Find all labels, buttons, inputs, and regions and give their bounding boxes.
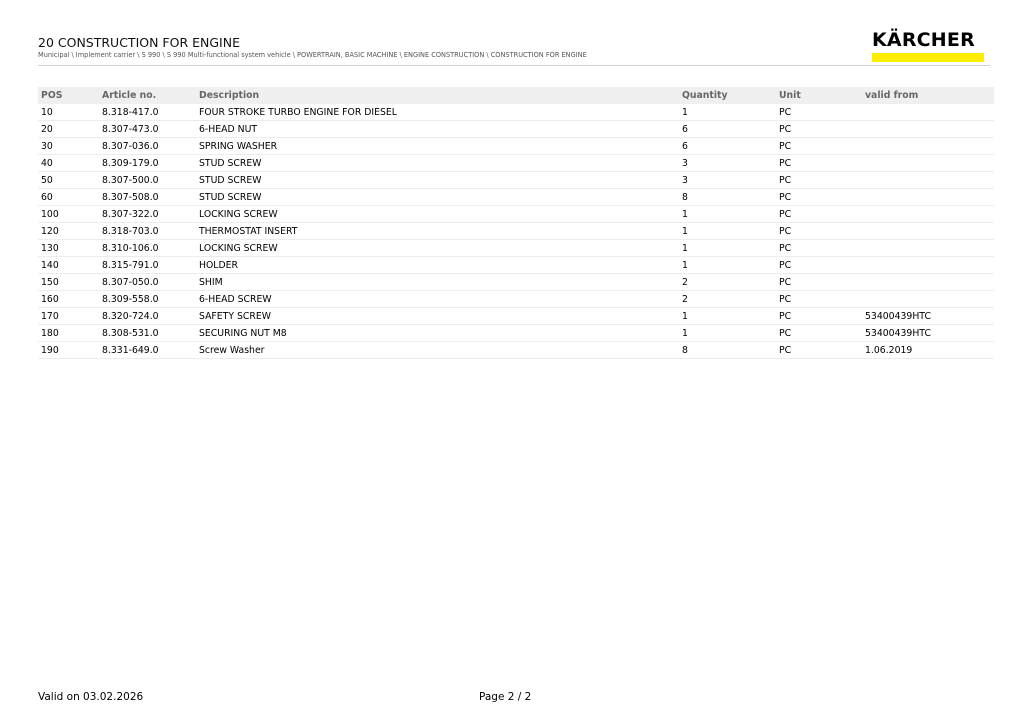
column-header-pos: POS — [38, 87, 99, 104]
cell-valid-from — [862, 206, 994, 223]
cell-pos: 10 — [38, 104, 99, 121]
table-row — [38, 223, 994, 240]
cell-quantity: 1 — [679, 206, 776, 223]
cell-quantity: 1 — [679, 240, 776, 257]
cell-valid-from — [862, 104, 994, 121]
cell-pos: 40 — [38, 155, 99, 172]
cell-quantity: 6 — [679, 121, 776, 138]
cell-valid-from — [862, 223, 994, 240]
cell-pos: 190 — [38, 342, 99, 359]
cell-quantity: 3 — [679, 172, 776, 189]
cell-unit: PC — [776, 138, 862, 155]
cell-pos: 130 — [38, 240, 99, 257]
cell-article-no: 8.309-558.0 — [99, 291, 196, 308]
document-title: 20 CONSTRUCTION FOR ENGINE — [38, 35, 240, 50]
cell-unit: PC — [776, 308, 862, 325]
cell-unit: PC — [776, 342, 862, 359]
table-row — [38, 206, 994, 223]
cell-description: THERMOSTAT INSERT — [196, 223, 679, 240]
table-row — [38, 257, 994, 274]
cell-valid-from: 53400439HTC — [862, 308, 994, 325]
cell-description: STUD SCREW — [196, 155, 679, 172]
cell-article-no: 8.331-649.0 — [99, 342, 196, 359]
table-header-row — [38, 87, 994, 104]
cell-article-no: 8.307-473.0 — [99, 121, 196, 138]
cell-article-no: 8.307-508.0 — [99, 189, 196, 206]
column-header-description: Description — [196, 87, 679, 104]
cell-pos: 120 — [38, 223, 99, 240]
cell-quantity: 1 — [679, 257, 776, 274]
cell-unit: PC — [776, 104, 862, 121]
cell-article-no: 8.320-724.0 — [99, 308, 196, 325]
table-row — [38, 155, 994, 172]
cell-quantity: 6 — [679, 138, 776, 155]
cell-unit: PC — [776, 257, 862, 274]
column-header-article-no: Article no. — [99, 87, 196, 104]
logo-yellow-bar — [872, 53, 984, 62]
cell-article-no: 8.307-036.0 — [99, 138, 196, 155]
cell-pos: 140 — [38, 257, 99, 274]
cell-pos: 150 — [38, 274, 99, 291]
table-row — [38, 291, 994, 308]
cell-article-no: 8.309-179.0 — [99, 155, 196, 172]
cell-unit: PC — [776, 206, 862, 223]
cell-article-no: 8.310-106.0 — [99, 240, 196, 257]
cell-description: LOCKING SCREW — [196, 240, 679, 257]
cell-valid-from: 1.06.2019 — [862, 342, 994, 359]
valid-on-date: Valid on 03.02.2026 — [38, 691, 144, 703]
table-row — [38, 308, 994, 325]
table-row — [38, 342, 994, 359]
cell-description: SPRING WASHER — [196, 138, 679, 155]
cell-unit: PC — [776, 121, 862, 138]
brand-logo — [872, 29, 984, 62]
cell-description: LOCKING SCREW — [196, 206, 679, 223]
cell-description: STUD SCREW — [196, 172, 679, 189]
column-header-quantity: Quantity — [679, 87, 776, 104]
logo-wordmark: KÄRCHER — [872, 29, 975, 51]
cell-pos: 30 — [38, 138, 99, 155]
cell-description: HOLDER — [196, 257, 679, 274]
cell-article-no: 8.318-417.0 — [99, 104, 196, 121]
cell-description: 6-HEAD SCREW — [196, 291, 679, 308]
cell-description: 6-HEAD NUT — [196, 121, 679, 138]
cell-valid-from — [862, 274, 994, 291]
cell-unit: PC — [776, 155, 862, 172]
cell-description: SHIM — [196, 274, 679, 291]
cell-quantity: 1 — [679, 308, 776, 325]
cell-quantity: 3 — [679, 155, 776, 172]
cell-quantity: 1 — [679, 104, 776, 121]
parts-table — [38, 87, 994, 359]
table-row — [38, 121, 994, 138]
cell-quantity: 2 — [679, 274, 776, 291]
cell-pos: 100 — [38, 206, 99, 223]
header-divider — [38, 65, 990, 66]
cell-pos: 170 — [38, 308, 99, 325]
cell-quantity: 8 — [679, 342, 776, 359]
cell-valid-from — [862, 240, 994, 257]
cell-article-no: 8.307-050.0 — [99, 274, 196, 291]
cell-unit: PC — [776, 189, 862, 206]
table-row — [38, 104, 994, 121]
cell-quantity: 8 — [679, 189, 776, 206]
table-row — [38, 189, 994, 206]
cell-unit: PC — [776, 240, 862, 257]
table-row — [38, 240, 994, 257]
cell-description: SAFETY SCREW — [196, 308, 679, 325]
cell-quantity: 2 — [679, 291, 776, 308]
cell-quantity: 1 — [679, 223, 776, 240]
cell-unit: PC — [776, 223, 862, 240]
cell-valid-from — [862, 257, 994, 274]
table-row — [38, 138, 994, 155]
cell-valid-from — [862, 138, 994, 155]
cell-valid-from: 53400439HTC — [862, 325, 994, 342]
cell-pos: 180 — [38, 325, 99, 342]
cell-pos: 60 — [38, 189, 99, 206]
cell-article-no: 8.307-500.0 — [99, 172, 196, 189]
table-row — [38, 274, 994, 291]
cell-valid-from — [862, 189, 994, 206]
cell-valid-from — [862, 291, 994, 308]
table-row — [38, 172, 994, 189]
cell-pos: 50 — [38, 172, 99, 189]
cell-unit: PC — [776, 172, 862, 189]
cell-description: Screw Washer — [196, 342, 679, 359]
cell-article-no: 8.307-322.0 — [99, 206, 196, 223]
column-header-unit: Unit — [776, 87, 862, 104]
cell-unit: PC — [776, 325, 862, 342]
cell-valid-from — [862, 172, 994, 189]
cell-unit: PC — [776, 274, 862, 291]
parts-table-body — [38, 104, 994, 359]
cell-description: FOUR STROKE TURBO ENGINE FOR DIESEL — [196, 104, 679, 121]
cell-article-no: 8.308-531.0 — [99, 325, 196, 342]
breadcrumb: Municipal \ Implement carrier \ S 990 \ S 990 Multi-functional system vehicle \ POWERTRAIN, BASIC MACHINE \ ENGINE CONSTRUCTION \ CONSTRUCTION FOR ENGINE — [38, 51, 587, 59]
cell-unit: PC — [776, 291, 862, 308]
cell-valid-from — [862, 121, 994, 138]
cell-pos: 20 — [38, 121, 99, 138]
cell-article-no: 8.318-703.0 — [99, 223, 196, 240]
cell-description: SECURING NUT M8 — [196, 325, 679, 342]
cell-pos: 160 — [38, 291, 99, 308]
table-row — [38, 325, 994, 342]
cell-description: STUD SCREW — [196, 189, 679, 206]
page-number: Page 2 / 2 — [479, 691, 532, 703]
cell-article-no: 8.315-791.0 — [99, 257, 196, 274]
column-header-valid-from: valid from — [862, 87, 994, 104]
cell-valid-from — [862, 155, 994, 172]
cell-quantity: 1 — [679, 325, 776, 342]
